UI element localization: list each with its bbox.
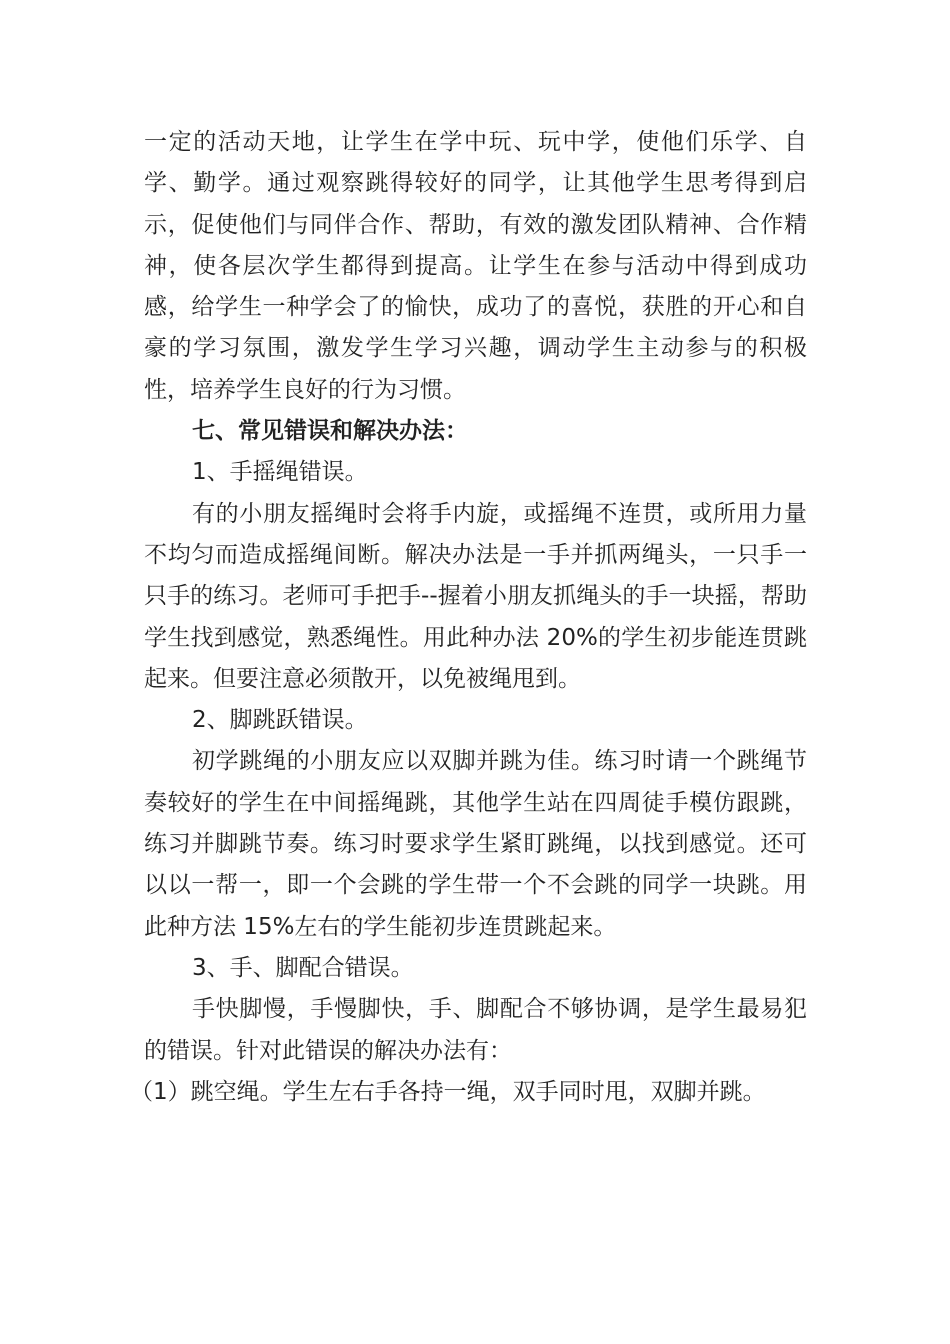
document-body <box>130 122 807 1113</box>
paragraph-hand-rope-solution: 有的小朋友摇绳时会将手内旋，或摇绳不连贯，或所用力量不均匀而造成摇绳间断。解决办法是一手并抓两绳头，一只手一只手的练习。老师可手把手--握着小朋友抓绳头的手一块摇，帮助学生找到感觉，熟悉绳性。用此种办法 20%的学生初步能连贯跳起来。但要注意必须散开，以免被绳甩到。 <box>144 500 807 692</box>
paragraph-activity-space: 一定的活动天地，让学生在学中玩、玩中学，使他们乐学、自学、勤学。通过观察跳得较好的同学，让其他学生思考得到启示，促使他们与同伴合作、帮助，有效的激发团队精神、合作精神，使各层次学生都得到提高。让学生在参与活动中得到成功感，给学生一种学会了的愉快，成功了的喜悦，获胜的开心和自豪的学习氛围，激发学生学习兴趣，调动学生主动参与的积极性，培养学生良好的行为习惯。 <box>144 129 807 403</box>
subheading-hand-rope-error: 1、手摇绳错误。 <box>192 459 368 486</box>
paragraph-foot-jump-solution: 初学跳绳的小朋友应以双脚并跳为佳。练习时请一个跳绳节奏较好的学生在中间摇绳跳，其他学生站在四周徒手模仿跟跳，练习并脚跳节奏。练习时要求学生紧盯跳绳，以找到感觉。还可以以一帮一，即一个会跳的学生带一个不会跳的同学一块跳。用此种方法 15%左右的学生能初步连贯跳起来。 <box>144 748 807 940</box>
list-item-empty-rope-jump: （1）跳空绳。学生左右手各持一绳，双手同时甩，双脚并跳。 <box>130 1078 766 1105</box>
subheading-foot-jump-error: 2、脚跳跃错误。 <box>192 707 368 734</box>
section-heading-common-errors: 七、常见错误和解决办法： <box>192 418 468 445</box>
paragraph-coordination-error: 手快脚慢，手慢脚快，手、脚配合不够协调，是学生最易犯的错误。针对此错误的解决办法有： <box>144 996 807 1064</box>
subheading-coordination-error: 3、手、脚配合错误。 <box>192 954 414 981</box>
